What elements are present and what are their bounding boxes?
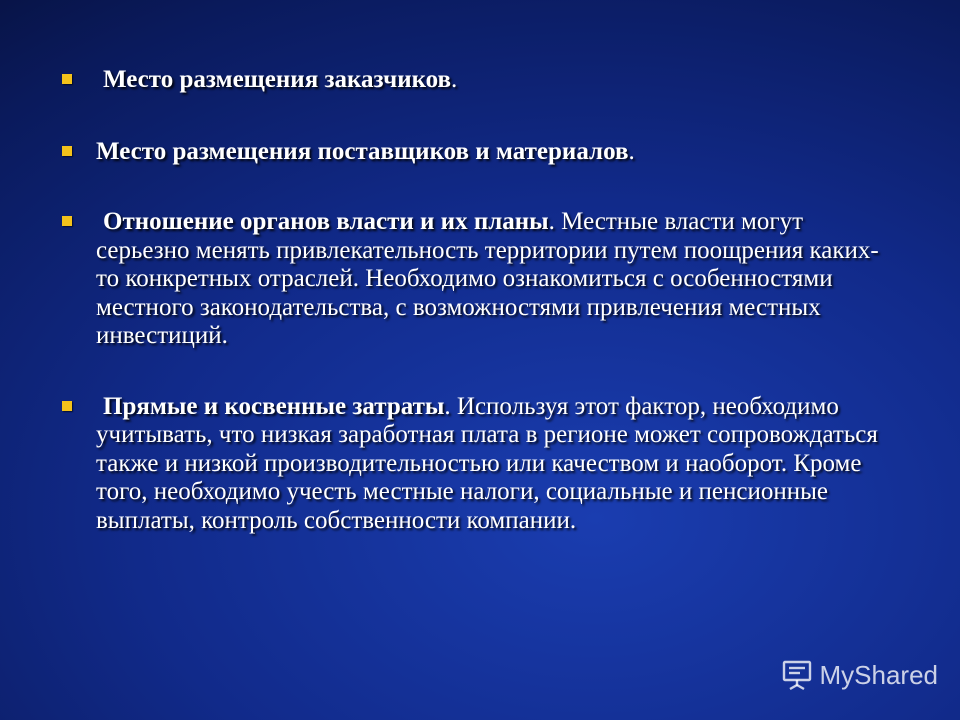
bullet-text: . Местные власти могут серьезно менять привлекательность территории путем поощрения каких-то конкретных отраслей. Необходимо ознакомиться с особенностями местного законодательства, с возможностями привлечения местных инвестиций. (96, 208, 879, 349)
square-bullet-icon (62, 74, 72, 84)
bullet-item (60, 66, 880, 95)
bullet-text: . Используя этот фактор, необходимо учитывать, что низкая заработная плата в регионе может сопровождаться также и низкой производительностью или качеством и наоборот. Кроме того, необходимо учесть местные налоги, социальные и пенсионные выплаты, контроль собственности компании. (96, 392, 878, 534)
watermark-text: MyShared (819, 659, 938, 690)
square-bullet-icon (62, 146, 72, 156)
bullet-text: . (628, 137, 635, 165)
bullet-item (60, 393, 880, 536)
bullet-lead: Отношение органов власти и их планы (103, 208, 549, 235)
bullet-text: . (451, 66, 458, 93)
bullet-lead: Место размещения заказчиков (103, 66, 452, 93)
presentation-board-icon (780, 658, 814, 692)
bullet-item (60, 138, 880, 167)
bullet-list (60, 66, 880, 535)
square-bullet-icon (62, 216, 72, 226)
square-bullet-icon (62, 401, 72, 411)
bullet-lead: Прямые и косвенные затраты (103, 392, 445, 420)
bullet-item (60, 208, 880, 351)
bullet-lead: Место размещения поставщиков и материалов (96, 137, 629, 165)
myshared-watermark (780, 658, 939, 692)
